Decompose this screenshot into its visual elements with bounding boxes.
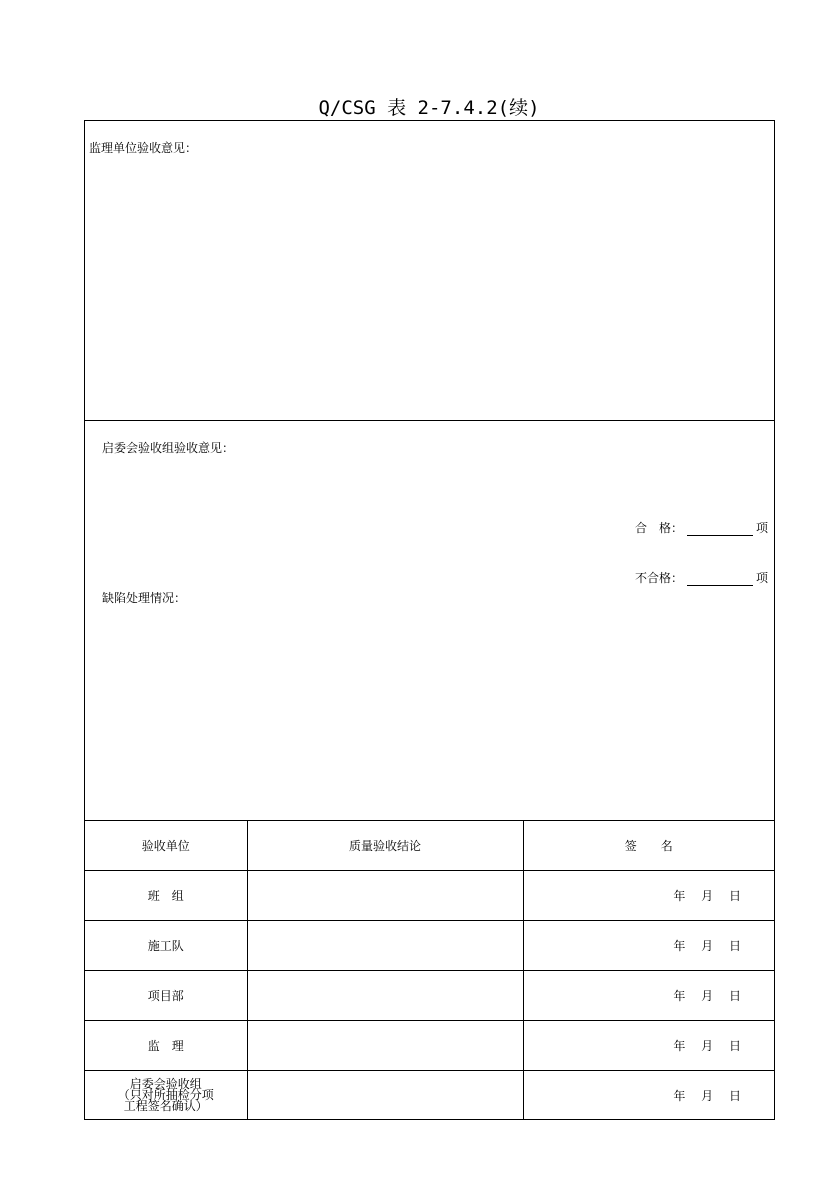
table-row (85, 921, 774, 971)
row-conclusion[interactable] (247, 971, 523, 1021)
pass-unit: 项 (755, 521, 768, 535)
pass-count-row (612, 505, 768, 550)
row-signature-date[interactable]: 年 月 日 (523, 1021, 774, 1071)
row-signature-date[interactable]: 年 月 日 (523, 971, 774, 1021)
table-row (85, 971, 774, 1021)
row-unit: 启委会验收组 （只对所抽检分项 工程签名确认） (85, 1071, 247, 1121)
row-signature-date[interactable]: 年 月 日 (523, 1071, 774, 1121)
row-unit: 施工队 (85, 921, 247, 971)
page-title: Q/CSG 表 2-7.4.2(续) (318, 97, 540, 119)
table-row (85, 1071, 774, 1121)
row-conclusion[interactable] (247, 921, 523, 971)
row-unit: 项目部 (85, 971, 247, 1021)
fail-label: 不合格： (634, 571, 683, 585)
committee-opinion-section (85, 421, 774, 821)
supervisor-opinion-label: 监理单位验收意见： (89, 141, 198, 155)
row-unit: 班 组 (85, 871, 247, 921)
pass-count-blank[interactable] (687, 523, 753, 536)
row-signature-date[interactable]: 年 月 日 (523, 871, 774, 921)
acceptance-form (84, 120, 775, 1120)
header-signature: 签 名 (523, 821, 774, 871)
header-conclusion: 质量验收结论 (247, 821, 523, 871)
row-unit: 监 理 (85, 1021, 247, 1071)
fail-unit: 项 (755, 571, 768, 585)
supervisor-opinion-section (85, 121, 774, 421)
table-row (85, 1021, 774, 1071)
row-signature-date[interactable]: 年 月 日 (523, 921, 774, 971)
signature-table (85, 821, 774, 1120)
header-unit: 验收单位 (85, 821, 247, 871)
row-conclusion[interactable] (247, 1021, 523, 1071)
fail-count-row (612, 555, 768, 600)
committee-opinion-label: 启委会验收组验收意见： (102, 441, 235, 455)
table-header-row (85, 821, 774, 871)
table-row (85, 871, 774, 921)
pass-label: 合 格： (634, 521, 683, 535)
fail-count-blank[interactable] (687, 573, 753, 586)
row-conclusion[interactable] (247, 1071, 523, 1121)
defect-handling-label: 缺陷处理情况： (102, 591, 187, 605)
row-conclusion[interactable] (247, 871, 523, 921)
